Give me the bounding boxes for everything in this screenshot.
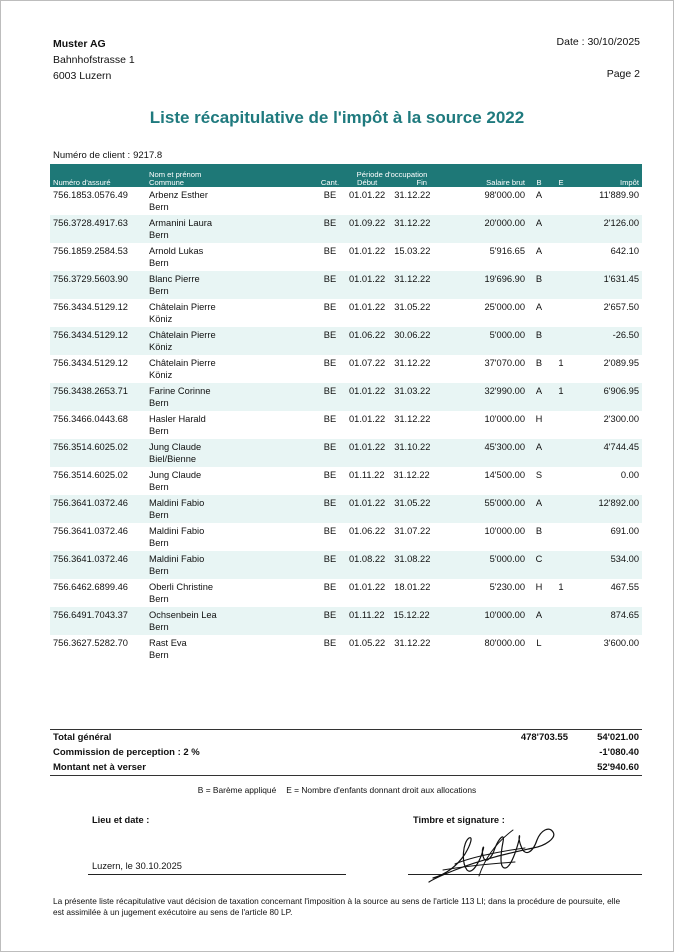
cell-insured-number: 756.3641.0372.46 [53, 526, 128, 536]
total-tax: 54'021.00 [597, 732, 639, 743]
cell-start: 01.01.22 [349, 498, 386, 508]
cell-name-commune [146, 607, 314, 635]
cell-end: 31.05.22 [394, 498, 431, 508]
cell-name-commune [146, 327, 314, 355]
stamp-signature-label: Timbre et signature : [413, 815, 505, 825]
cell-name: Châtelain Pierre [149, 302, 216, 312]
table-row [50, 607, 642, 635]
table-row [50, 243, 642, 271]
cell-insured-number: 756.3434.5129.12 [53, 302, 128, 312]
cell-name: Maldini Fabio [149, 498, 205, 508]
cell-name: Rast Eva [149, 638, 187, 648]
col-e: E [550, 164, 572, 187]
cell-end: 31.07.22 [394, 526, 431, 536]
cell-commune: Köniz [149, 370, 173, 380]
cell-b-value: A [535, 246, 543, 256]
cell-insured-number: 756.6462.6899.46 [53, 582, 128, 592]
cell-start: 01.05.22 [349, 638, 386, 648]
cell-start: 01.11.22 [349, 470, 385, 480]
table-row [50, 355, 642, 383]
cell-period [346, 439, 438, 467]
cell-e-value [550, 299, 572, 327]
cell-end: 15.12.22 [393, 610, 430, 620]
cell-tax: 534.00 [572, 551, 642, 579]
cell-insured-number: 756.1859.2584.53 [53, 246, 128, 256]
cell-end: 31.12.22 [394, 638, 431, 648]
cell-start: 01.07.22 [349, 358, 386, 368]
table-header-row [50, 164, 642, 187]
cell-commune: Bern [149, 286, 169, 296]
cell-period [346, 327, 438, 355]
cell-name: Blanc Pierre [149, 274, 200, 284]
cell-canton: BE [323, 190, 337, 200]
col-tax: Impôt [572, 164, 642, 187]
cell-insured-number: 756.3434.5129.12 [50, 327, 146, 355]
cell-insured-number: 756.3728.4917.63 [50, 215, 146, 243]
cell-b-value: S [535, 470, 543, 480]
cell-b-value: B [528, 327, 550, 355]
cell-period [346, 411, 438, 439]
cell-insured-number: 756.1853.0576.49 [53, 190, 128, 200]
cell-name: Arnold Lukas [149, 246, 204, 256]
commission-value: -1'080.40 [599, 747, 639, 758]
cell-commune: Bern [149, 202, 169, 212]
cell-commune: Bern [149, 426, 169, 436]
cell-gross-salary: 20'000.00 [438, 215, 528, 243]
cell-commune: Bern [149, 622, 169, 632]
cell-name-commune [146, 271, 314, 299]
cell-tax: 467.55 [610, 582, 639, 592]
cell-tax: 12'892.00 [572, 495, 642, 523]
cell-tax: 0.00 [620, 470, 639, 480]
cell-canton: BE [314, 271, 346, 299]
cell-start: 01.01.22 [349, 582, 386, 592]
cell-name: Maldini Fabio [149, 554, 205, 564]
cell-gross-salary: 80'000.00 [484, 638, 525, 648]
company-address [53, 36, 135, 84]
cell-insured-number: 756.3434.5129.12 [53, 358, 128, 368]
cell-canton: BE [323, 302, 337, 312]
cell-b-value: L [536, 638, 542, 648]
cell-end: 30.06.22 [394, 330, 431, 340]
cell-b-value: H [535, 582, 543, 592]
cell-e-value [550, 243, 572, 271]
cell-e-value [550, 439, 572, 467]
cell-commune: Bern [149, 398, 169, 408]
cell-name: Oberli Christine [149, 582, 214, 592]
net-row [50, 760, 642, 775]
table-row [50, 551, 642, 579]
cell-name-commune [146, 551, 314, 579]
cell-b-value: H [535, 414, 543, 424]
cell-end: 31.12.22 [394, 358, 431, 368]
cell-tax: 874.65 [572, 607, 642, 635]
totals-block [50, 729, 642, 776]
cell-period [346, 467, 438, 495]
table-row [50, 467, 642, 495]
cell-insured-number: 756.3729.5603.90 [50, 271, 146, 299]
cell-b-value: B [528, 271, 550, 299]
cell-end: 31.12.22 [394, 218, 431, 228]
cell-insured-number: 756.3514.6025.02 [50, 439, 146, 467]
table-row [50, 411, 642, 439]
cell-commune: Köniz [149, 314, 173, 324]
cell-b-value: A [528, 383, 550, 411]
cell-gross-salary: 5'000.00 [438, 327, 528, 355]
cell-end: 31.08.22 [394, 554, 431, 564]
cell-period [346, 523, 438, 551]
cell-gross-salary: 10'000.00 [484, 526, 525, 536]
cell-tax: 6'906.95 [572, 383, 642, 411]
cell-end: 31.12.22 [394, 414, 431, 424]
table-row [50, 327, 642, 355]
cell-name-commune [146, 215, 314, 243]
cell-tax: 2'657.50 [603, 302, 639, 312]
cell-tax: 2'300.00 [603, 414, 639, 424]
cell-tax: 691.00 [610, 526, 639, 536]
place-date-label: Lieu et date : [92, 815, 150, 825]
cell-start: 01.01.22 [349, 190, 386, 200]
cell-commune: Bern [149, 538, 169, 548]
cell-period [346, 215, 438, 243]
cell-start: 01.01.22 [349, 414, 386, 424]
cell-insured-number: 756.6491.7043.37 [50, 607, 146, 635]
cell-name-commune [146, 243, 314, 271]
cell-b-value: A [528, 215, 550, 243]
cell-gross-salary: 10'000.00 [484, 414, 525, 424]
cell-commune: Bern [149, 566, 169, 576]
cell-gross-salary: 5'230.00 [489, 582, 525, 592]
cell-canton: BE [323, 638, 337, 648]
cell-gross-salary: 55'000.00 [438, 495, 528, 523]
legal-note: La présente liste récapitulative vaut décision de taxation concernant l'imposition à la source au sens de l'article 113 LI; dans la procédure de poursuite, elle est assimilée à un jugement exécutoire au sens de l'article 80 LP. [53, 896, 621, 917]
cell-e-value [550, 551, 572, 579]
cell-gross-salary: 14'500.00 [484, 470, 525, 480]
cell-e-value: 1 [558, 358, 564, 368]
cell-tax: 11'889.90 [599, 190, 639, 200]
cell-gross-salary: 98'000.00 [484, 190, 525, 200]
cell-end: 31.03.22 [394, 386, 431, 396]
cell-e-value [550, 271, 572, 299]
cell-gross-salary: 5'000.00 [438, 551, 528, 579]
table-row [50, 215, 642, 243]
cell-tax: 642.10 [610, 246, 639, 256]
cell-insured-number: 756.3627.5282.70 [53, 638, 128, 648]
table-row [50, 439, 642, 467]
cell-gross-salary: 10'000.00 [438, 607, 528, 635]
cell-tax: 1'631.45 [572, 271, 642, 299]
legend-e: E = Nombre d'enfants donnant droit aux allocations [286, 785, 477, 795]
cell-b-value: A [535, 302, 543, 312]
table-row [50, 383, 642, 411]
cell-name: Farine Corinne [149, 386, 211, 396]
cell-e-value [550, 467, 572, 495]
table-row [50, 271, 642, 299]
cell-name-commune [146, 383, 314, 411]
cell-end: 31.10.22 [394, 442, 431, 452]
cell-e-value [550, 327, 572, 355]
cell-canton: BE [323, 414, 337, 424]
cell-b-value: A [535, 190, 543, 200]
cell-canton: BE [323, 470, 337, 480]
cell-start: 01.01.22 [349, 442, 386, 452]
cell-e-value [550, 523, 572, 551]
cell-name: Jung Claude [149, 470, 202, 480]
col-insured-number: Numéro d'assuré [50, 164, 146, 187]
cell-e-value [550, 215, 572, 243]
cell-end: 31.12.22 [394, 190, 431, 200]
cell-name: Châtelain Pierre [149, 330, 216, 340]
page-number: Page 2 [606, 68, 640, 80]
table-row [50, 187, 642, 215]
cell-name-commune [146, 635, 314, 663]
cell-commune: Bern [149, 510, 169, 520]
col-end: Fin [416, 178, 427, 187]
cell-commune: Bern [149, 482, 169, 492]
table-row [50, 579, 642, 607]
cell-name-commune [146, 467, 314, 495]
cell-canton: BE [323, 582, 337, 592]
cell-start: 01.01.22 [349, 386, 386, 396]
cell-period [346, 635, 438, 663]
cell-gross-salary: 25'000.00 [484, 302, 525, 312]
cell-insured-number: 756.3641.0372.46 [50, 495, 146, 523]
cell-canton: BE [314, 495, 346, 523]
cell-end: 31.12.22 [394, 274, 431, 284]
company-name: Muster AG [53, 38, 106, 50]
cell-name: Armanini Laura [149, 218, 213, 228]
col-b: B [528, 164, 550, 187]
cell-end: 15.03.22 [394, 246, 431, 256]
cell-canton: BE [323, 358, 337, 368]
cell-name-commune [146, 299, 314, 327]
cell-name-commune [146, 523, 314, 551]
cell-insured-number: 756.3514.6025.02 [53, 470, 128, 480]
cell-name: Châtelain Pierre [149, 358, 216, 368]
cell-gross-salary: 19'696.90 [438, 271, 528, 299]
cell-b-value: A [528, 439, 550, 467]
cell-start: 01.01.22 [349, 246, 386, 256]
cell-name-commune [146, 355, 314, 383]
cell-commune: Biel/Bienne [149, 454, 197, 464]
cell-tax: -26.50 [572, 327, 642, 355]
total-label: Total général [53, 732, 112, 743]
cell-period [346, 355, 438, 383]
col-name: Nom et prénom [149, 170, 202, 179]
cell-period [346, 607, 438, 635]
cell-e-value [550, 411, 572, 439]
commission-row [50, 745, 642, 760]
cell-e-value [550, 607, 572, 635]
cell-start: 01.06.22 [349, 526, 386, 536]
cell-end: 18.01.22 [394, 582, 431, 592]
cell-name: Maldini Fabio [149, 526, 205, 536]
company-city: 6003 Luzern [53, 70, 112, 82]
cell-period [346, 495, 438, 523]
cell-start: 01.11.22 [349, 610, 385, 620]
table-row [50, 299, 642, 327]
col-start: Début [357, 178, 378, 187]
company-street: Bahnhofstrasse 1 [53, 54, 135, 66]
cell-name-commune [146, 411, 314, 439]
cell-gross-salary: 45'300.00 [438, 439, 528, 467]
cell-start: 01.01.22 [349, 274, 386, 284]
client-number-value: 9217.8 [133, 150, 163, 161]
total-row [50, 730, 642, 745]
cell-gross-salary: 32'990.00 [438, 383, 528, 411]
net-label: Montant net à verser [53, 762, 146, 773]
cell-gross-salary: 37'070.00 [484, 358, 525, 368]
cell-period [346, 551, 438, 579]
cell-commune: Bern [149, 650, 169, 660]
cell-period [346, 579, 438, 607]
cell-canton: BE [314, 439, 346, 467]
cell-e-value [550, 187, 572, 215]
cell-b-value: B [535, 526, 543, 536]
commission-label: Commission de perception : 2 % [53, 747, 200, 758]
col-name-commune [146, 164, 314, 187]
cell-name: Arbenz Esther [149, 190, 208, 200]
cell-canton: BE [314, 327, 346, 355]
cell-period [346, 243, 438, 271]
cell-commune: Bern [149, 230, 169, 240]
cell-start: 01.01.22 [349, 302, 386, 312]
page-title: Liste récapitulative de l'impôt à la source 2022 [149, 108, 525, 127]
cell-tax: 3'600.00 [603, 638, 639, 648]
cell-name-commune [146, 495, 314, 523]
cell-canton: BE [323, 526, 337, 536]
cell-b-value: A [528, 495, 550, 523]
cell-period [346, 299, 438, 327]
cell-e-value: 1 [558, 582, 564, 592]
cell-end: 31.12.22 [393, 470, 430, 480]
cell-start: 01.06.22 [349, 330, 386, 340]
cell-insured-number: 756.3641.0372.46 [50, 551, 146, 579]
document-date: Date : 30/10/2025 [556, 36, 640, 48]
col-period [346, 164, 438, 187]
cell-e-value: 1 [550, 383, 572, 411]
client-number [53, 150, 162, 161]
table-row [50, 523, 642, 551]
cell-b-value: B [535, 358, 543, 368]
cell-name-commune [146, 579, 314, 607]
employee-tax-table [50, 164, 642, 663]
total-gross: 478'703.55 [520, 732, 568, 743]
col-period-title: Période d'occupation [356, 170, 428, 179]
cell-e-value [550, 635, 572, 663]
client-number-label: Numéro de client : [53, 150, 131, 161]
cell-commune: Bern [149, 594, 169, 604]
cell-tax: 2'126.00 [572, 215, 642, 243]
place-date-line [88, 874, 346, 875]
legend-b: B = Barème appliqué [197, 785, 277, 795]
cell-b-value: A [528, 607, 550, 635]
cell-period [346, 271, 438, 299]
cell-commune: Bern [149, 258, 169, 268]
col-gross-salary: Salaire brut [438, 164, 528, 187]
cell-b-value: C [528, 551, 550, 579]
col-commune: Commune [149, 178, 185, 187]
cell-start: 01.09.22 [349, 218, 386, 228]
legend [0, 785, 674, 795]
cell-tax: 2'089.95 [603, 358, 639, 368]
cell-name: Hasler Harald [149, 414, 206, 424]
cell-end: 31.05.22 [394, 302, 431, 312]
cell-canton: BE [314, 383, 346, 411]
cell-canton: BE [314, 551, 346, 579]
cell-name: Ochsenbein Lea [149, 610, 217, 620]
cell-name: Jung Claude [149, 442, 202, 452]
cell-e-value [550, 495, 572, 523]
cell-start: 01.08.22 [349, 554, 386, 564]
cell-canton: BE [314, 215, 346, 243]
cell-name-commune [146, 439, 314, 467]
cell-commune: Köniz [149, 342, 173, 352]
cell-gross-salary: 5'916.65 [489, 246, 525, 256]
net-value: 52'940.60 [597, 762, 639, 773]
cell-insured-number: 756.3438.2653.71 [50, 383, 146, 411]
cell-canton: BE [323, 246, 337, 256]
cell-period [346, 383, 438, 411]
cell-period [346, 187, 438, 215]
col-canton: Cant. [314, 164, 346, 187]
cell-insured-number: 756.3466.0443.68 [53, 414, 128, 424]
cell-tax: 4'744.45 [572, 439, 642, 467]
handwritten-signature [425, 818, 565, 886]
cell-canton: BE [314, 607, 346, 635]
cell-name-commune [146, 187, 314, 215]
table-row [50, 495, 642, 523]
table-row [50, 635, 642, 663]
place-date-value: Luzern, le 30.10.2025 [92, 861, 182, 871]
